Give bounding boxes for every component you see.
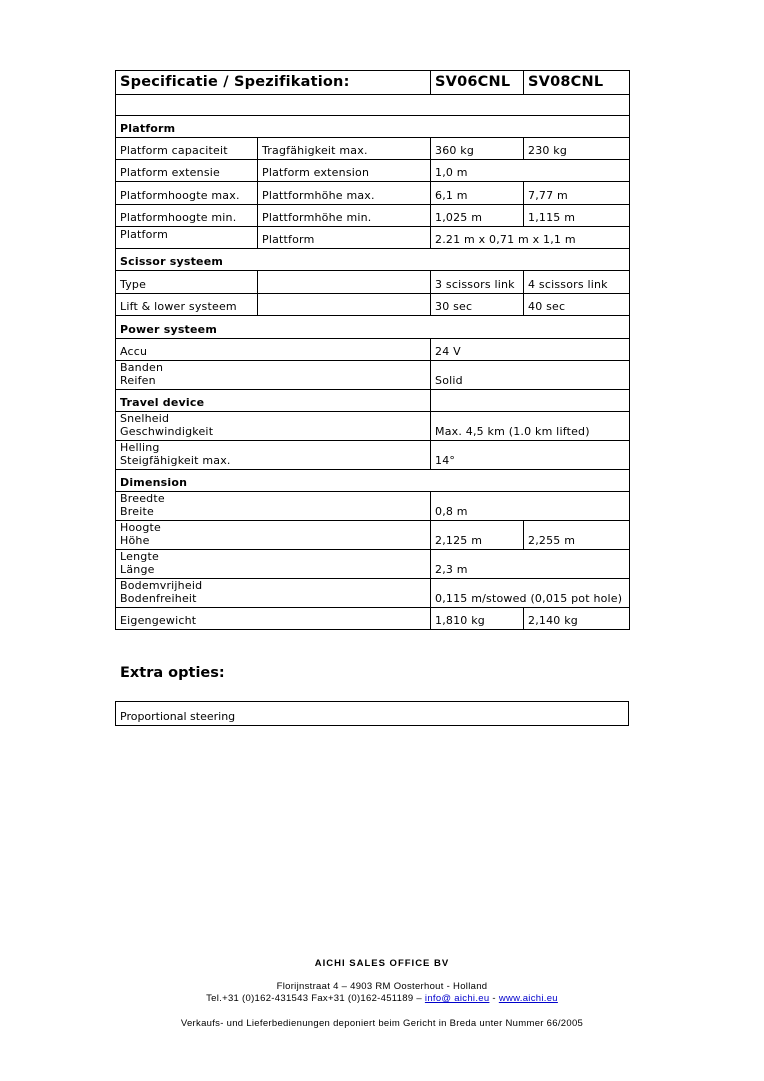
extra-options-title: Extra opties: xyxy=(120,665,225,681)
label xyxy=(116,492,431,521)
label xyxy=(116,521,431,550)
label-nl: Helling xyxy=(120,441,160,454)
value-shared: 14° xyxy=(431,441,630,470)
label-de xyxy=(258,294,431,316)
table-row xyxy=(116,521,630,550)
value-shared: 24 V xyxy=(431,339,630,361)
table-row xyxy=(116,271,630,294)
model-sv08: SV08CNL xyxy=(524,71,630,95)
table-row xyxy=(116,138,630,160)
label-de: Steigfähigkeit max. xyxy=(120,454,231,467)
email-link[interactable]: info@ aichi.eu xyxy=(424,993,490,1004)
value-sv06: 1,025 m xyxy=(431,205,524,227)
label-nl: Banden xyxy=(120,361,164,374)
footer-separator: - xyxy=(492,993,496,1004)
value-shared: Max. 4,5 km (1.0 km lifted) xyxy=(431,412,630,441)
label-nl: Platformhoogte min. xyxy=(116,205,258,227)
empty-cell xyxy=(431,390,630,412)
label-nl: Bodemvrijheid xyxy=(120,579,203,592)
table-row xyxy=(116,339,630,361)
label-nl: Hoogte xyxy=(120,521,161,534)
table-row xyxy=(116,160,630,182)
model-sv06: SV06CNL xyxy=(431,71,524,95)
section-scissor: Scissor systeem xyxy=(116,249,630,271)
label-nl: Platform extensie xyxy=(116,160,258,182)
section-dimension: Dimension xyxy=(116,470,630,492)
value-sv08: 7,77 m xyxy=(524,182,630,205)
table-row xyxy=(116,390,630,412)
extra-option-item: Proportional steering xyxy=(116,702,629,726)
label-nl: Platform xyxy=(116,227,258,249)
label-de: Länge xyxy=(120,563,155,576)
label xyxy=(116,441,431,470)
spec-table xyxy=(115,70,630,630)
table-row xyxy=(116,608,630,630)
label-de: Geschwindigkeit xyxy=(120,425,214,438)
label-de: Plattformhöhe max. xyxy=(258,182,431,205)
spec-title: Specificatie / Spezifikation: xyxy=(116,71,431,95)
value-shared: Solid xyxy=(431,361,630,390)
label-de: Höhe xyxy=(120,534,150,547)
table-row xyxy=(116,412,630,441)
value-sv06: 1,810 kg xyxy=(431,608,524,630)
value-sv06: 2,125 m xyxy=(431,521,524,550)
label-nl: Lengte xyxy=(120,550,159,563)
footer-terms: Verkaufs- und Lieferbedienungen deponiert beim Gericht in Breda unter Nummer 66/2005 xyxy=(180,1018,584,1029)
label-nl: Lift & lower systeem xyxy=(116,294,258,316)
footer-contact xyxy=(0,993,764,1004)
table-row xyxy=(116,492,630,521)
value-shared: 2.21 m x 0,71 m x 1,1 m xyxy=(431,227,630,249)
value-sv08: 2,140 kg xyxy=(524,608,630,630)
value-sv06: 6,1 m xyxy=(431,182,524,205)
label-nl: Breedte xyxy=(120,492,165,505)
label-nl: Snelheid xyxy=(120,412,170,425)
footer-address: Florijnstraat 4 – 4903 RM Oosterhout - Holland xyxy=(276,981,488,992)
value-sv08: 40 sec xyxy=(524,294,630,316)
table-row xyxy=(116,550,630,579)
label: Eigengewicht xyxy=(116,608,431,630)
section-travel: Travel device xyxy=(116,390,431,412)
table-row xyxy=(116,361,630,390)
value-sv06: 360 kg xyxy=(431,138,524,160)
table-row xyxy=(116,579,630,608)
website-link[interactable]: www.aichi.eu xyxy=(498,993,558,1004)
label-de: Plattformhöhe min. xyxy=(258,205,431,227)
footer-company: AICHI SALES OFFICE BV xyxy=(314,958,450,969)
header-row xyxy=(116,71,630,95)
value-sv08: 1,115 m xyxy=(524,205,630,227)
label xyxy=(116,361,431,390)
value-sv06: 30 sec xyxy=(431,294,524,316)
value-sv06: 3 scissors link xyxy=(431,271,524,294)
value-shared: 2,3 m xyxy=(431,550,630,579)
footer-phone-fax: Tel.+31 (0)162-431543 Fax+31 (0)162-451189 – xyxy=(206,993,422,1004)
table-row xyxy=(116,441,630,470)
label-nl: Type xyxy=(116,271,258,294)
label xyxy=(116,579,431,608)
label-de: Bodenfreiheit xyxy=(120,592,197,605)
value-sv08: 4 scissors link xyxy=(524,271,630,294)
spacer-row xyxy=(116,95,630,116)
table-row xyxy=(116,182,630,205)
label xyxy=(116,412,431,441)
label: Accu xyxy=(116,339,431,361)
label-de xyxy=(258,271,431,294)
label-de: Plattform xyxy=(258,227,431,249)
label-de: Tragfähigkeit max. xyxy=(258,138,431,160)
table-row xyxy=(116,294,630,316)
table-row xyxy=(116,227,630,249)
value-sv08: 230 kg xyxy=(524,138,630,160)
extra-options-table xyxy=(115,701,629,726)
label xyxy=(116,550,431,579)
value-shared: 0,115 m/stowed (0,015 pot hole) xyxy=(431,579,630,608)
value-sv08: 2,255 m xyxy=(524,521,630,550)
table-row xyxy=(116,205,630,227)
section-power: Power systeem xyxy=(116,316,630,339)
label-de: Platform extension xyxy=(258,160,431,182)
value-shared: 1,0 m xyxy=(431,160,630,182)
value-shared: 0,8 m xyxy=(431,492,630,521)
label-nl: Platformhoogte max. xyxy=(116,182,258,205)
label-nl: Platform capaciteit xyxy=(116,138,258,160)
label-de: Breite xyxy=(120,505,154,518)
label-de: Reifen xyxy=(120,374,156,387)
section-platform: Platform xyxy=(116,116,630,138)
